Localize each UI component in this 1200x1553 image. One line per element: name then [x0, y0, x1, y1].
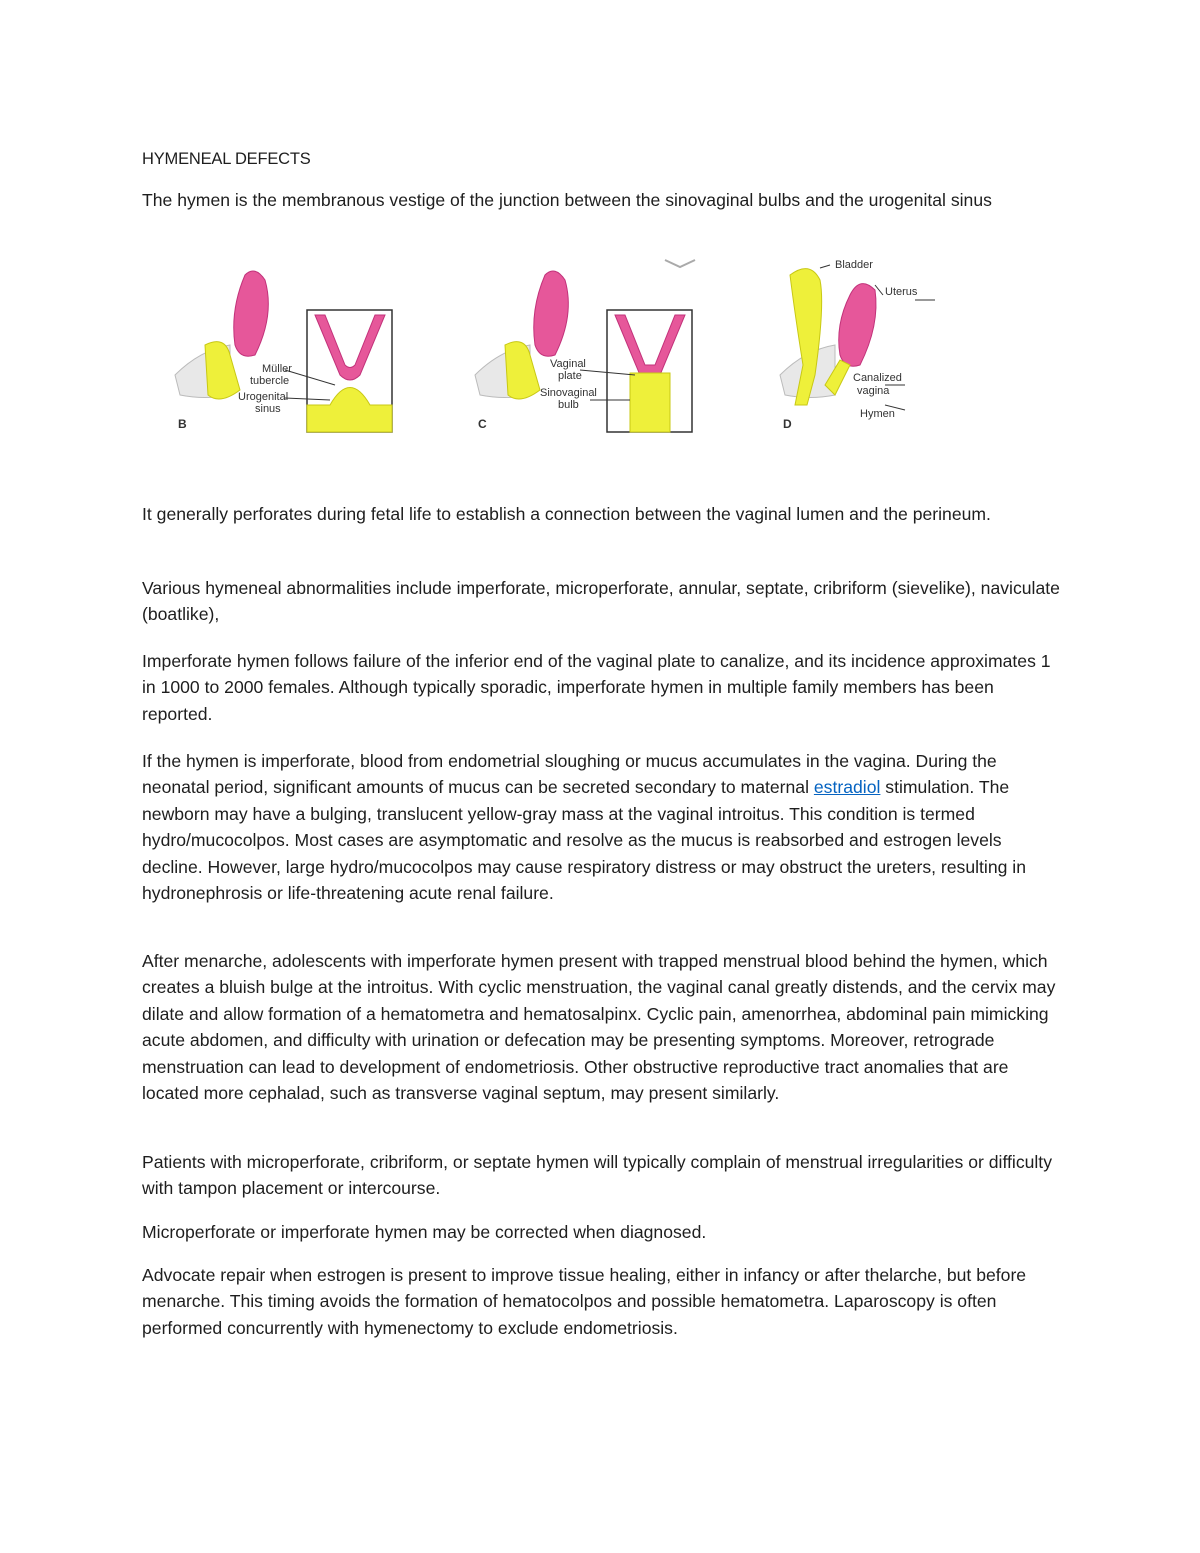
panel-letter-d: D: [783, 417, 792, 431]
label-hymen: Hymen: [860, 408, 895, 420]
paragraph-intro: The hymen is the membranous vestige of the junction between the sinovaginal bulbs and the urogenital sinus: [142, 190, 992, 210]
paragraph-abnormalities: Various hymeneal abnormalities include imperforate, microperforate, annular, septate, cribriform (sievelike), naviculate (boatlike),: [142, 578, 1060, 625]
paragraph-perforation: It generally perforates during fetal life to establish a connection between the vaginal lumen and the perineum.: [142, 504, 991, 524]
paragraph-correction: Microperforate or imperforate hymen may be corrected when diagnosed.: [142, 1222, 707, 1242]
panel-letter-b: B: [178, 417, 187, 431]
panel-d: [780, 259, 1040, 432]
paragraph-microperforate: Patients with microperforate, cribriform, or septate hymen will typically complain of menstrual irregularities or difficulty with tampon placement or intercourse.: [142, 1152, 1052, 1199]
label-urogenital: Urogenital: [238, 391, 289, 403]
panel-letter-c: C: [478, 417, 487, 431]
paragraph-imperforate-incidence: Imperforate hymen follows failure of the inferior end of the vaginal plate to canalize, and its incidence approximates 1 in 1000 to 2000 females. Although typically sporadic, imperforate hymen in multiple family members has been reported.: [142, 651, 1051, 724]
label-tubercle: tubercle: [250, 375, 290, 387]
label-sinus: sinus: [255, 403, 281, 415]
paragraph-menarche: After menarche, adolescents with imperforate hymen present with trapped menstrual blood behind the hymen, which creates a bluish bulge at the introitus. With cyclic menstruation, the vaginal canal greatly distends, and the cervix may dilate and allow formation of a hematometra and hematosalpinx. Cyclic pain, amenorrhea, abdominal pain mimicking acute abdomen, and difficulty with urination or defecation may be presenting symptoms. Moreover, retrograde menstruation can lead to development of endometriosis. Other obstructive reproductive tract anomalies that are located more cephalad, such as transverse vaginal septum, may present similarly.: [142, 951, 1056, 1104]
paragraph-repair-timing: Advocate repair when estrogen is present to improve tissue healing, either in infancy or after thelarche, but before menarche. This timing avoids the formation of hematocolpos and possible hematometra. Laparoscopy is often performed concurrently with hymenectomy to exclude endometriosis.: [142, 1265, 1027, 1338]
label-bladder: Bladder: [835, 259, 873, 271]
label-muller: Müller: [262, 363, 292, 375]
label-sinovaginal: Sinovaginal: [540, 387, 597, 399]
label-uterus: Uterus: [885, 286, 918, 298]
page-title: HYMENEAL DEFECTS: [142, 150, 311, 168]
paragraph-mucocolpos-part2: stimulation. The newborn may have a bulging, translucent yellow-gray mass at the vaginal introitus. This condition is termed hydro/mucocolpos. Most cases are asymptomatic and resolve as the mucus is reabsorbed and estrogen levels decline. However, large hydro/mucocolpos may cause respiratory distress or may obstruct the ureters, resulting in hydronephrosis or life-threatening acute renal failure.: [142, 777, 1026, 904]
label-canalized: Canalized: [853, 372, 902, 384]
embryology-figure: [170, 255, 1040, 455]
label-vagina: vagina: [857, 385, 890, 397]
embryology-diagram: [170, 255, 1040, 455]
panel-b: [175, 271, 392, 432]
paragraph-mucocolpos-part1: If the hymen is imperforate, blood from endometrial sloughing or mucus accumulates in the vagina. During the neonatal period, significant amounts of mucus can be secreted secondary to maternal: [142, 751, 997, 798]
label-plate: plate: [558, 370, 582, 382]
paragraph-mucocolpos: [142, 748, 1062, 906]
label-bulb: bulb: [558, 399, 579, 411]
label-vaginal: Vaginal: [550, 358, 586, 370]
panel-c: [475, 260, 695, 432]
estradiol-link[interactable]: estradiol: [813, 777, 881, 798]
